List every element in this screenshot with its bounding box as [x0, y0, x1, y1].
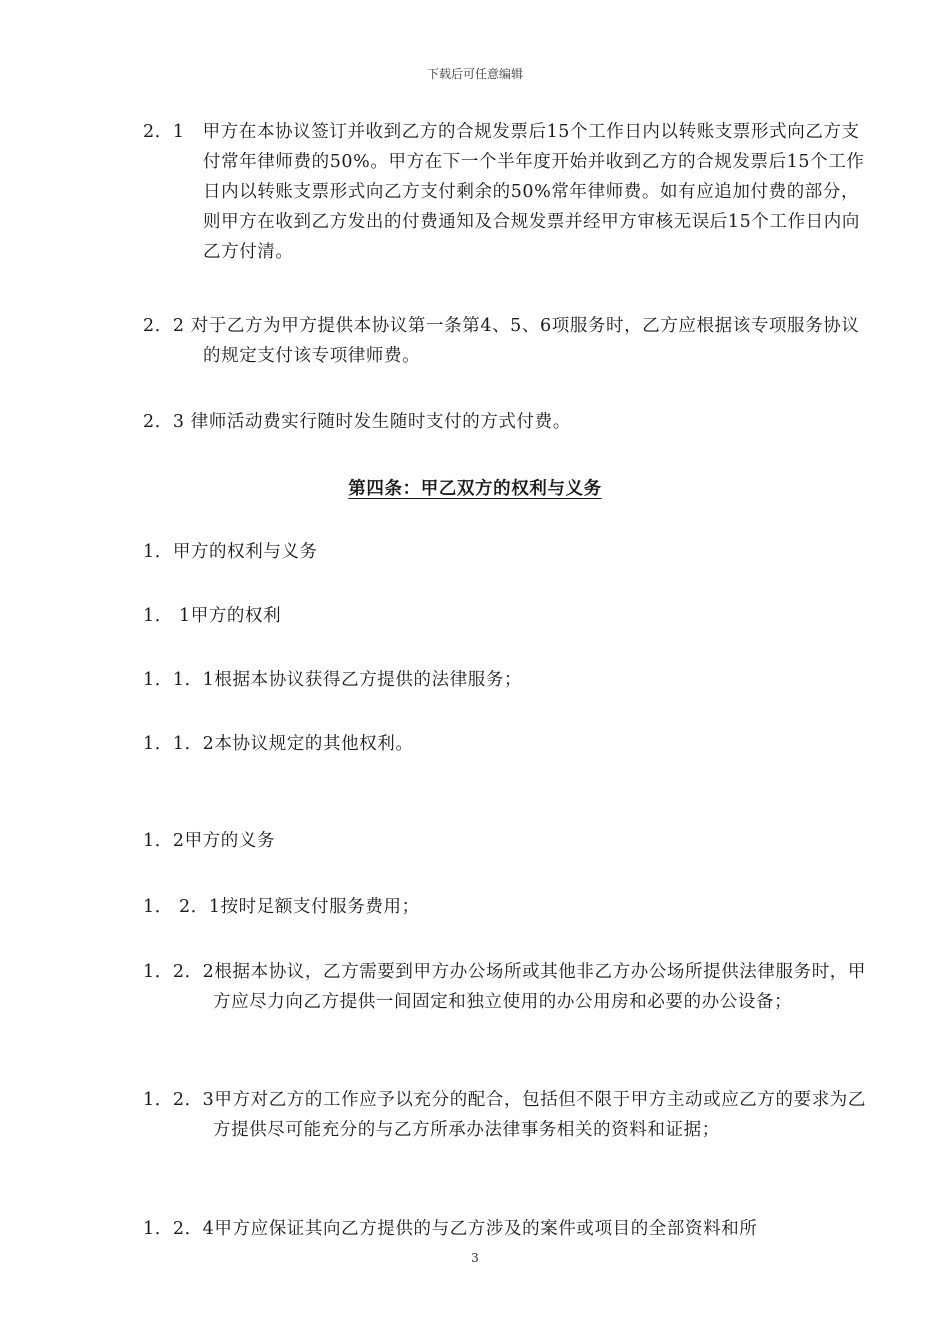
- page-header: 下载后可任意编辑: [426, 67, 523, 81]
- clause-1-1-1: 1．1．1根据本协议获得乙方提供的法律服务；: [143, 670, 523, 690]
- clause-1-1-2: 1．1．2本协议规定的其他权利。: [143, 734, 414, 754]
- clause-1-2-1: 1． 2．1按时足额支付服务费用；: [143, 897, 420, 917]
- clause-1-2-2: 1．2．2根据本协议，乙方需要到甲方办公场所或其他非乙方办公场所提供法律服务时，甲方应尽力向乙方提供一间固定和独立使用的办公用房和必要的办公设备；: [143, 962, 866, 1012]
- page-number: 3: [471, 1251, 479, 1265]
- clause-2-3: 2．3 律师活动费实行随时发生随时支付的方式付费。: [143, 412, 571, 432]
- section-heading: [0, 474, 950, 504]
- clause-2-1: 2．1 甲方在本协议签订并收到乙方的合规发票后15个工作日内以转账支票形式向乙方支付常年律师费的50%。甲方在下一个半年度开始并收到乙方的合规发票后15个工作日内以转账支票形式向乙方支付剩余的50%常年律师费。如有应追加付费的部分，则甲方在收到乙方发出的付费通知及合规发票并经甲方审核无误后15个工作日内向乙方付清。: [143, 122, 865, 262]
- clause-1-1: 1． 1甲方的权利: [143, 606, 282, 626]
- clause-2-2: 2．2 对于乙方为甲方提供本协议第一条第4、5、6项服务时，乙方应根据该专项服务协议的规定支付该专项律师费。: [143, 316, 860, 366]
- clause-1-2-4: 1．2．4甲方应保证其向乙方提供的与乙方涉及的案件或项目的全部资料和所: [143, 1219, 758, 1239]
- clause-1-2-3: 1．2．3甲方对乙方的工作应予以充分的配合，包括但不限于甲方主动或应乙方的要求为乙方提供尽可能充分的与乙方所承办法律事务相关的资料和证据；: [143, 1090, 866, 1140]
- section-heading-text: 第四条：甲乙双方的权利与义务: [348, 479, 602, 499]
- clause-1-2: 1．2甲方的义务: [143, 831, 276, 851]
- clause-1: 1．甲方的权利与义务: [143, 542, 318, 562]
